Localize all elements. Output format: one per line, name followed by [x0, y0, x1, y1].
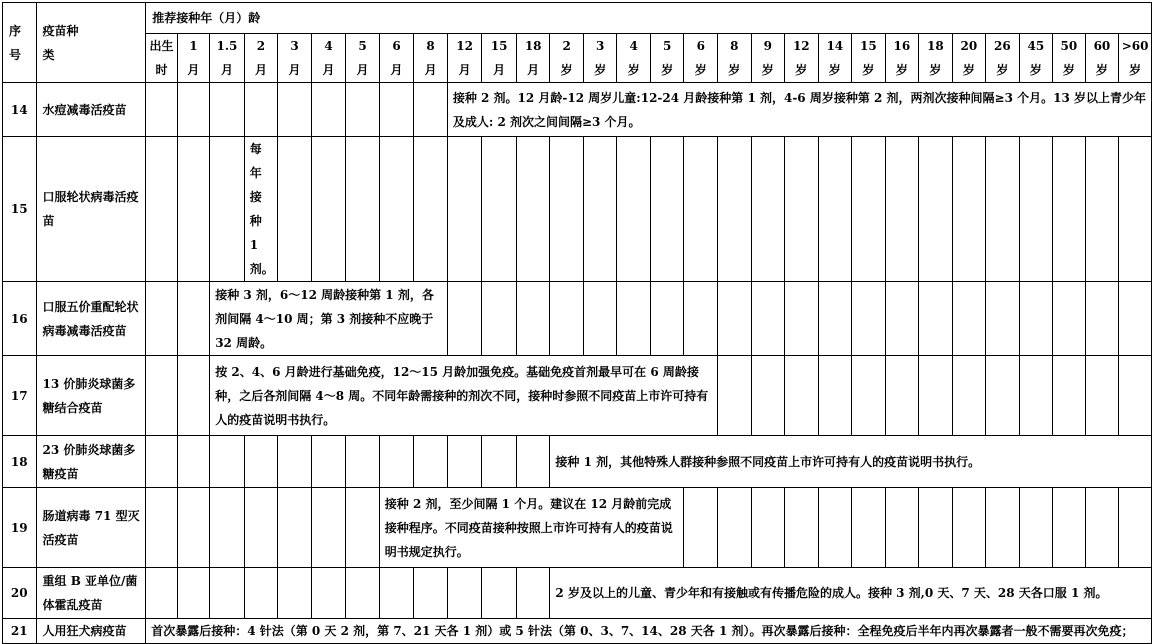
age-value: 4: [324, 39, 333, 53]
age-column-header: [482, 34, 517, 83]
empty-cell: [751, 356, 785, 436]
empty-cell: [177, 83, 210, 137]
age-column-header: [447, 34, 482, 83]
empty-cell: [818, 137, 852, 282]
empty-cell: [650, 137, 684, 282]
empty-cell: [919, 137, 953, 282]
empty-cell: [1085, 137, 1119, 282]
header-vaccine-type: 疫苗种类: [36, 3, 146, 83]
empty-cell: [986, 282, 1020, 356]
empty-cell: [583, 137, 617, 282]
age-value: 3: [596, 39, 605, 53]
empty-cell: [244, 436, 278, 488]
row-schedule-note: 接种 2 剂，至少间隔 1 个月。建议在 12 月龄前完成接种程序。不同疫苗接种按照上市许可持有人的疫苗说明书规定执行。: [379, 488, 684, 568]
empty-cell: [785, 356, 819, 436]
empty-cell: [311, 83, 346, 137]
age-column-header: [177, 34, 210, 83]
row-vaccine-name: 23 价肺炎球菌多糖疫苗: [36, 436, 146, 488]
table-row: [3, 282, 1152, 356]
age-value: 1.5: [216, 39, 238, 53]
empty-cell: [952, 488, 986, 568]
age-column-header: [1019, 34, 1053, 83]
age-value: 60: [1093, 39, 1111, 53]
age-unit: 月: [527, 63, 540, 77]
age-column-header: [1085, 34, 1119, 83]
age-unit: 月: [493, 63, 506, 77]
row-vaccine-name: 13 价肺炎球菌多糖结合疫苗: [36, 356, 146, 436]
age-column-header: [550, 34, 584, 83]
empty-cell: [311, 488, 346, 568]
age-unit: 时: [155, 63, 168, 77]
empty-cell: [379, 568, 414, 619]
age-value: 26: [994, 39, 1011, 53]
empty-cell: [952, 356, 986, 436]
empty-cell: [146, 568, 177, 619]
empty-cell: [177, 137, 210, 282]
empty-cell: [818, 488, 852, 568]
empty-cell: [751, 137, 785, 282]
age-unit: 月: [254, 63, 267, 77]
row-vaccine-name: 人用狂犬病疫苗: [36, 619, 146, 644]
age-value: 6: [392, 39, 401, 53]
empty-cell: [414, 568, 448, 619]
empty-cell: [346, 83, 380, 137]
empty-cell: [952, 137, 986, 282]
empty-cell: [146, 137, 177, 282]
age-column-header: [583, 34, 617, 83]
empty-cell: [210, 83, 245, 137]
age-column-header: [684, 34, 718, 83]
row-vaccine-name: 口服五价重配轮状病毒减毒活疫苗: [36, 282, 146, 356]
empty-cell: [852, 488, 886, 568]
age-unit: 月: [322, 63, 335, 77]
age-unit: 岁: [594, 63, 607, 77]
empty-cell: [278, 488, 312, 568]
empty-cell: [1119, 137, 1152, 282]
table-row: [3, 436, 1152, 488]
age-unit: 岁: [929, 63, 942, 77]
empty-cell: [684, 137, 718, 282]
age-value: 18: [927, 39, 944, 53]
empty-cell: [751, 282, 785, 356]
age-unit: 岁: [828, 63, 841, 77]
empty-cell: [482, 568, 517, 619]
empty-cell: [311, 137, 346, 282]
empty-cell: [177, 488, 210, 568]
age-unit: 岁: [728, 63, 741, 77]
age-column-header: [278, 34, 312, 83]
empty-cell: [516, 282, 550, 356]
age-value: 50: [1060, 39, 1078, 53]
empty-cell: [1085, 488, 1119, 568]
age-value: 18: [524, 39, 542, 53]
age-value: 20: [960, 39, 978, 53]
empty-cell: [718, 488, 752, 568]
empty-cell: [718, 356, 752, 436]
age-value: 5: [663, 39, 672, 53]
empty-cell: [852, 356, 886, 436]
row-vaccine-name: 肠道病毒 71 型灭活疫苗: [36, 488, 146, 568]
empty-cell: [346, 568, 380, 619]
empty-cell: [785, 282, 819, 356]
empty-cell: [718, 282, 752, 356]
age-column-header: [1053, 34, 1086, 83]
empty-cell: [583, 282, 617, 356]
table-row: [3, 83, 1152, 137]
empty-cell: [447, 436, 482, 488]
row-seq: 19: [3, 488, 37, 568]
empty-cell: [146, 356, 177, 436]
row-vaccine-name: 水痘减毒活疫苗: [36, 83, 146, 137]
age-unit: 岁: [895, 63, 908, 77]
age-unit: 岁: [627, 63, 640, 77]
row-vaccine-name: 口服轮状病毒活疫苗: [36, 137, 146, 282]
empty-cell: [210, 137, 245, 282]
age-value: 8: [730, 39, 739, 53]
row-seq: 17: [3, 356, 37, 436]
empty-cell: [146, 436, 177, 488]
age-column-header: [852, 34, 886, 83]
empty-cell: [617, 137, 651, 282]
age-unit: 岁: [1029, 63, 1042, 77]
age-column-header: [718, 34, 752, 83]
empty-cell: [1019, 282, 1053, 356]
row-schedule-note: 首次暴露后接种：4 针法（第 0 天 2 剂，第 7、21 天各 1 剂）或 5 针法（第 0、3、7、14、28 天各 1 剂）。再次暴露后接种：全程免疫后半年内再次暴露者一般不需要再次免疫；: [146, 619, 1152, 644]
age-column-header: [952, 34, 986, 83]
empty-cell: [986, 356, 1020, 436]
empty-cell: [146, 282, 177, 356]
age-value: 2: [256, 39, 266, 53]
age-column-header: [244, 34, 278, 83]
empty-cell: [146, 83, 177, 137]
row-schedule-note: 按 2、4、6 月龄进行基础免疫，12～15 月龄加强免疫。基础免疫首剂最早可在 6 周龄接种，之后各剂间隔 4～8 周。不同年龄需接种的剂次不同，接种时参照不同疫苗上市许可持有人的疫苗说明书执行。: [210, 356, 718, 436]
age-unit: 岁: [962, 63, 975, 77]
empty-cell: [210, 568, 245, 619]
row-seq: 16: [3, 282, 37, 356]
age-column-header: [379, 34, 414, 83]
empty-cell: [278, 436, 312, 488]
empty-cell: [379, 436, 414, 488]
empty-cell: [177, 436, 210, 488]
age-value: 5: [358, 39, 367, 53]
empty-cell: [650, 282, 684, 356]
age-unit: 岁: [996, 63, 1009, 77]
empty-cell: [684, 282, 718, 356]
empty-cell: [919, 356, 953, 436]
row-seq: 14: [3, 83, 37, 137]
age-unit: 岁: [862, 63, 875, 77]
row-seq: 15: [3, 137, 37, 282]
age-value: 3: [290, 39, 299, 53]
table-row: [3, 137, 1152, 282]
age-value: 16: [893, 39, 911, 53]
empty-cell: [244, 568, 278, 619]
header-recommended-age: 推荐接种年（月）龄: [146, 3, 1152, 34]
empty-cell: [346, 137, 380, 282]
age-unit: 月: [390, 63, 403, 77]
age-unit: 岁: [761, 63, 774, 77]
age-value: 45: [1027, 39, 1045, 53]
empty-cell: [516, 568, 550, 619]
empty-cell: [311, 436, 346, 488]
empty-cell: [852, 137, 886, 282]
empty-cell: [414, 137, 448, 282]
empty-cell: [516, 436, 550, 488]
empty-cell: [1053, 488, 1086, 568]
age-unit: 月: [220, 63, 233, 77]
table-row: [3, 619, 1152, 644]
empty-cell: [885, 356, 919, 436]
age-column-header: [919, 34, 953, 83]
age-unit: 岁: [795, 63, 808, 77]
age-unit: 岁: [661, 63, 674, 77]
empty-cell: [482, 137, 517, 282]
header-seq: 序号: [3, 3, 37, 83]
empty-cell: [177, 356, 210, 436]
empty-cell: [1119, 488, 1152, 568]
empty-cell: [785, 137, 819, 282]
empty-cell: [482, 282, 517, 356]
empty-cell: [885, 282, 919, 356]
empty-cell: [986, 488, 1020, 568]
row-schedule-note: 2 岁及以上的儿童、青少年和有接触或有传播危险的成人。接种 3 剂,0 天、7 天、28 天各口服 1 剂。: [550, 568, 1152, 619]
empty-cell: [146, 488, 177, 568]
age-value: >60: [1121, 39, 1149, 53]
empty-cell: [278, 83, 312, 137]
empty-cell: [447, 137, 482, 282]
age-value: 9: [763, 39, 772, 53]
empty-cell: [278, 568, 312, 619]
age-unit: 月: [458, 63, 471, 77]
empty-cell: [346, 436, 380, 488]
row-schedule-note: 接种 3 剂，6～12 周龄接种第 1 剂，各剂间隔 4～10 周；第 3 剂接种不应晚于 32 周龄。: [210, 282, 448, 356]
empty-cell: [244, 488, 278, 568]
age-unit: 岁: [1095, 63, 1108, 77]
age-column-header: [146, 34, 177, 83]
age-value: 15: [859, 39, 877, 53]
age-unit: 岁: [1062, 63, 1075, 77]
empty-cell: [852, 282, 886, 356]
empty-cell: [1019, 356, 1053, 436]
age-column-header: [516, 34, 550, 83]
age-column-header: [1119, 34, 1152, 83]
empty-cell: [177, 568, 210, 619]
empty-cell: [1119, 282, 1152, 356]
age-column-header: [751, 34, 785, 83]
empty-cell: [986, 137, 1020, 282]
empty-cell: [952, 282, 986, 356]
row-schedule-note: 接种 1 剂，其他特殊人群接种参照不同疫苗上市许可持有人的疫苗说明书执行。: [550, 436, 1152, 488]
age-value: 15: [490, 39, 508, 53]
age-unit: 岁: [1129, 63, 1142, 77]
empty-cell: [617, 282, 651, 356]
table-row: [3, 356, 1152, 436]
empty-cell: [346, 488, 380, 568]
empty-cell: [818, 282, 852, 356]
age-value: 2: [562, 39, 571, 53]
empty-cell: [311, 568, 346, 619]
age-value: 14: [826, 39, 844, 53]
empty-cell: [516, 137, 550, 282]
age-value: 出生: [149, 39, 174, 53]
empty-cell: [1053, 356, 1086, 436]
empty-cell: [885, 488, 919, 568]
row-schedule-note: 每年接种 1 剂。: [244, 137, 278, 282]
empty-cell: [1053, 137, 1086, 282]
age-column-header: [210, 34, 245, 83]
empty-cell: [1085, 356, 1119, 436]
row-seq: 21: [3, 619, 37, 644]
age-unit: 月: [187, 63, 200, 77]
empty-cell: [177, 282, 210, 356]
empty-cell: [1119, 356, 1152, 436]
age-column-header: [650, 34, 684, 83]
age-column-header: [818, 34, 852, 83]
age-column-header: [986, 34, 1020, 83]
empty-cell: [210, 488, 245, 568]
empty-cell: [718, 137, 752, 282]
empty-cell: [885, 137, 919, 282]
empty-cell: [1085, 282, 1119, 356]
vaccine-schedule-table: [2, 2, 1152, 644]
age-unit: 月: [424, 63, 437, 77]
age-value: 12: [792, 39, 810, 53]
empty-cell: [414, 83, 448, 137]
empty-cell: [244, 83, 278, 137]
empty-cell: [818, 356, 852, 436]
empty-cell: [751, 488, 785, 568]
empty-cell: [414, 436, 448, 488]
row-seq: 18: [3, 436, 37, 488]
age-column-header: [346, 34, 380, 83]
age-column-header: [414, 34, 448, 83]
age-unit: 岁: [560, 63, 573, 77]
age-column-header: [785, 34, 819, 83]
age-value: 12: [456, 39, 473, 53]
empty-cell: [550, 137, 584, 282]
empty-cell: [379, 83, 414, 137]
age-value: 6: [696, 39, 705, 53]
empty-cell: [447, 282, 482, 356]
age-column-header: [311, 34, 346, 83]
empty-cell: [379, 137, 414, 282]
empty-cell: [684, 488, 718, 568]
empty-cell: [550, 282, 584, 356]
age-value: 4: [629, 39, 638, 53]
empty-cell: [1019, 488, 1053, 568]
table-row: [3, 488, 1152, 568]
age-value: 8: [426, 39, 435, 53]
empty-cell: [919, 282, 953, 356]
empty-cell: [919, 488, 953, 568]
empty-cell: [1053, 282, 1086, 356]
empty-cell: [482, 436, 517, 488]
table-row: [3, 568, 1152, 619]
row-seq: 20: [3, 568, 37, 619]
empty-cell: [278, 137, 312, 282]
age-unit: 月: [288, 63, 301, 77]
age-column-header: [885, 34, 919, 83]
age-value: 1: [189, 39, 198, 53]
row-vaccine-name: 重组 B 亚单位/菌体霍乱疫苗: [36, 568, 146, 619]
age-unit: 岁: [694, 63, 707, 77]
age-column-header: [617, 34, 651, 83]
row-schedule-note: 接种 2 剂。12 月龄-12 周岁儿童:12-24 月龄接种第 1 剂，4-6 周岁接种第 2 剂，两剂次接种间隔≥3 个月。13 岁以上青少年及成人: 2 剂次之间间隔≥3 个月。: [447, 83, 1151, 137]
empty-cell: [447, 568, 482, 619]
age-unit: 月: [356, 63, 369, 77]
empty-cell: [785, 488, 819, 568]
empty-cell: [210, 436, 245, 488]
empty-cell: [1019, 137, 1053, 282]
